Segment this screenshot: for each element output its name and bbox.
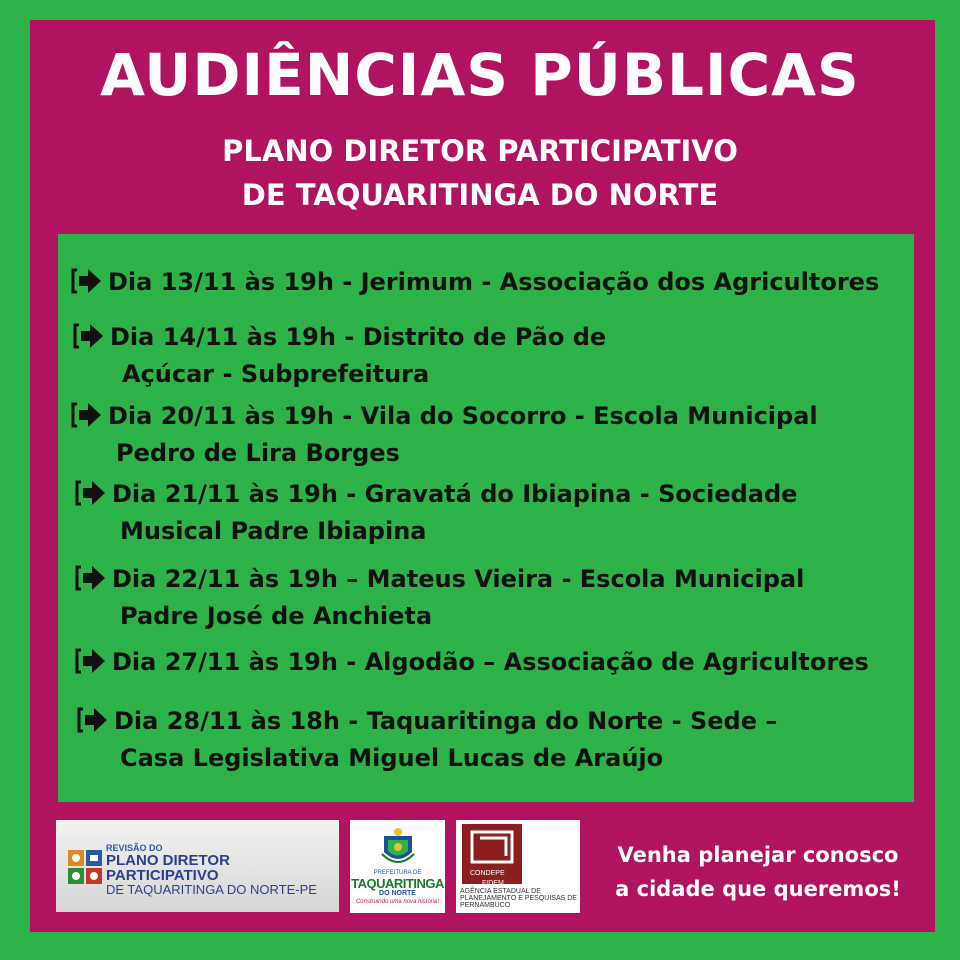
arrow-right-icon xyxy=(70,266,104,296)
municipal-seal-icon xyxy=(380,826,416,868)
logo-text: CONDEPE xyxy=(470,870,505,877)
event-text: Dia 14/11 às 19h - Distrito de Pão de xyxy=(110,323,607,351)
logo-mark xyxy=(462,824,522,887)
arrow-right-icon xyxy=(72,321,106,351)
subtitle-line-2: DE TAQUARITINGA DO NORTE xyxy=(241,178,719,212)
event-item xyxy=(76,703,777,777)
slogan-line-1: Venha planejar conosco xyxy=(617,843,899,867)
logo-text: TAQUARITINGA xyxy=(351,876,444,891)
event-text: Dia 27/11 às 19h - Algodão – Associação de Agricultores xyxy=(112,648,869,676)
event-text: Dia 21/11 às 19h - Gravatá do Ibiapina - Sociedade xyxy=(112,480,798,508)
slogan xyxy=(588,838,928,906)
subtitle-line-1: PLANO DIRETOR PARTICIPATIVO xyxy=(222,134,738,168)
plano-diretor-logo xyxy=(56,820,339,912)
prefeitura-logo xyxy=(350,820,445,913)
logo-shape-icon xyxy=(462,824,522,868)
logo-text: PLANO DIRETOR PARTICIPATIVO xyxy=(106,852,230,884)
condepe-fidem-logo xyxy=(456,820,580,913)
logo-text: DE TAQUARITINGA DO NORTE-PE xyxy=(106,882,317,897)
arrow-right-icon xyxy=(70,400,104,430)
event-text-continued: Padre José de Anchieta xyxy=(120,602,433,630)
event-item xyxy=(74,644,869,681)
event-text: Dia 13/11 às 19h - Jerimum - Associação dos Agricultores xyxy=(108,268,880,296)
logo-text: REVISÃO DO xyxy=(106,843,163,853)
page-title: AUDIÊNCIAS PÚBLICAS xyxy=(100,41,860,109)
logo-text: AGÊNCIA ESTADUAL DE PLANEJAMENTO E PESQUISAS DE PERNAMBUCO xyxy=(460,888,577,909)
arrow-right-icon xyxy=(74,478,108,508)
event-item xyxy=(70,264,879,301)
logo-text: FIDEM xyxy=(482,880,504,887)
logo-text: Construindo uma nova história! xyxy=(355,899,440,905)
event-text-continued: Musical Padre Ibiapina xyxy=(120,517,427,545)
logo-text: PREFEITURA DE xyxy=(373,870,422,876)
event-text: Dia 22/11 às 19h – Mateus Vieira - Escola Municipal xyxy=(112,565,805,593)
arrow-right-icon xyxy=(74,563,108,593)
arrow-right-icon xyxy=(76,705,110,735)
event-item xyxy=(70,398,818,472)
slogan-line-2: a cidade que queremos! xyxy=(615,877,901,901)
event-text: Dia 20/11 às 19h - Vila do Socorro - Escola Municipal xyxy=(108,402,818,430)
event-item xyxy=(74,476,797,550)
event-item xyxy=(72,319,606,393)
logo-tiles-icon xyxy=(68,850,102,884)
event-text-continued: Pedro de Lira Borges xyxy=(116,439,400,467)
event-text-continued: Açúcar - Subprefeitura xyxy=(122,360,430,388)
logo-text: DO NORTE xyxy=(379,890,416,897)
arrow-right-icon xyxy=(74,646,108,676)
event-text: Dia 28/11 às 18h - Taquaritinga do Norte - Sede – xyxy=(114,707,778,735)
event-text-continued: Casa Legislativa Miguel Lucas de Araújo xyxy=(120,744,664,772)
event-item xyxy=(74,561,804,635)
